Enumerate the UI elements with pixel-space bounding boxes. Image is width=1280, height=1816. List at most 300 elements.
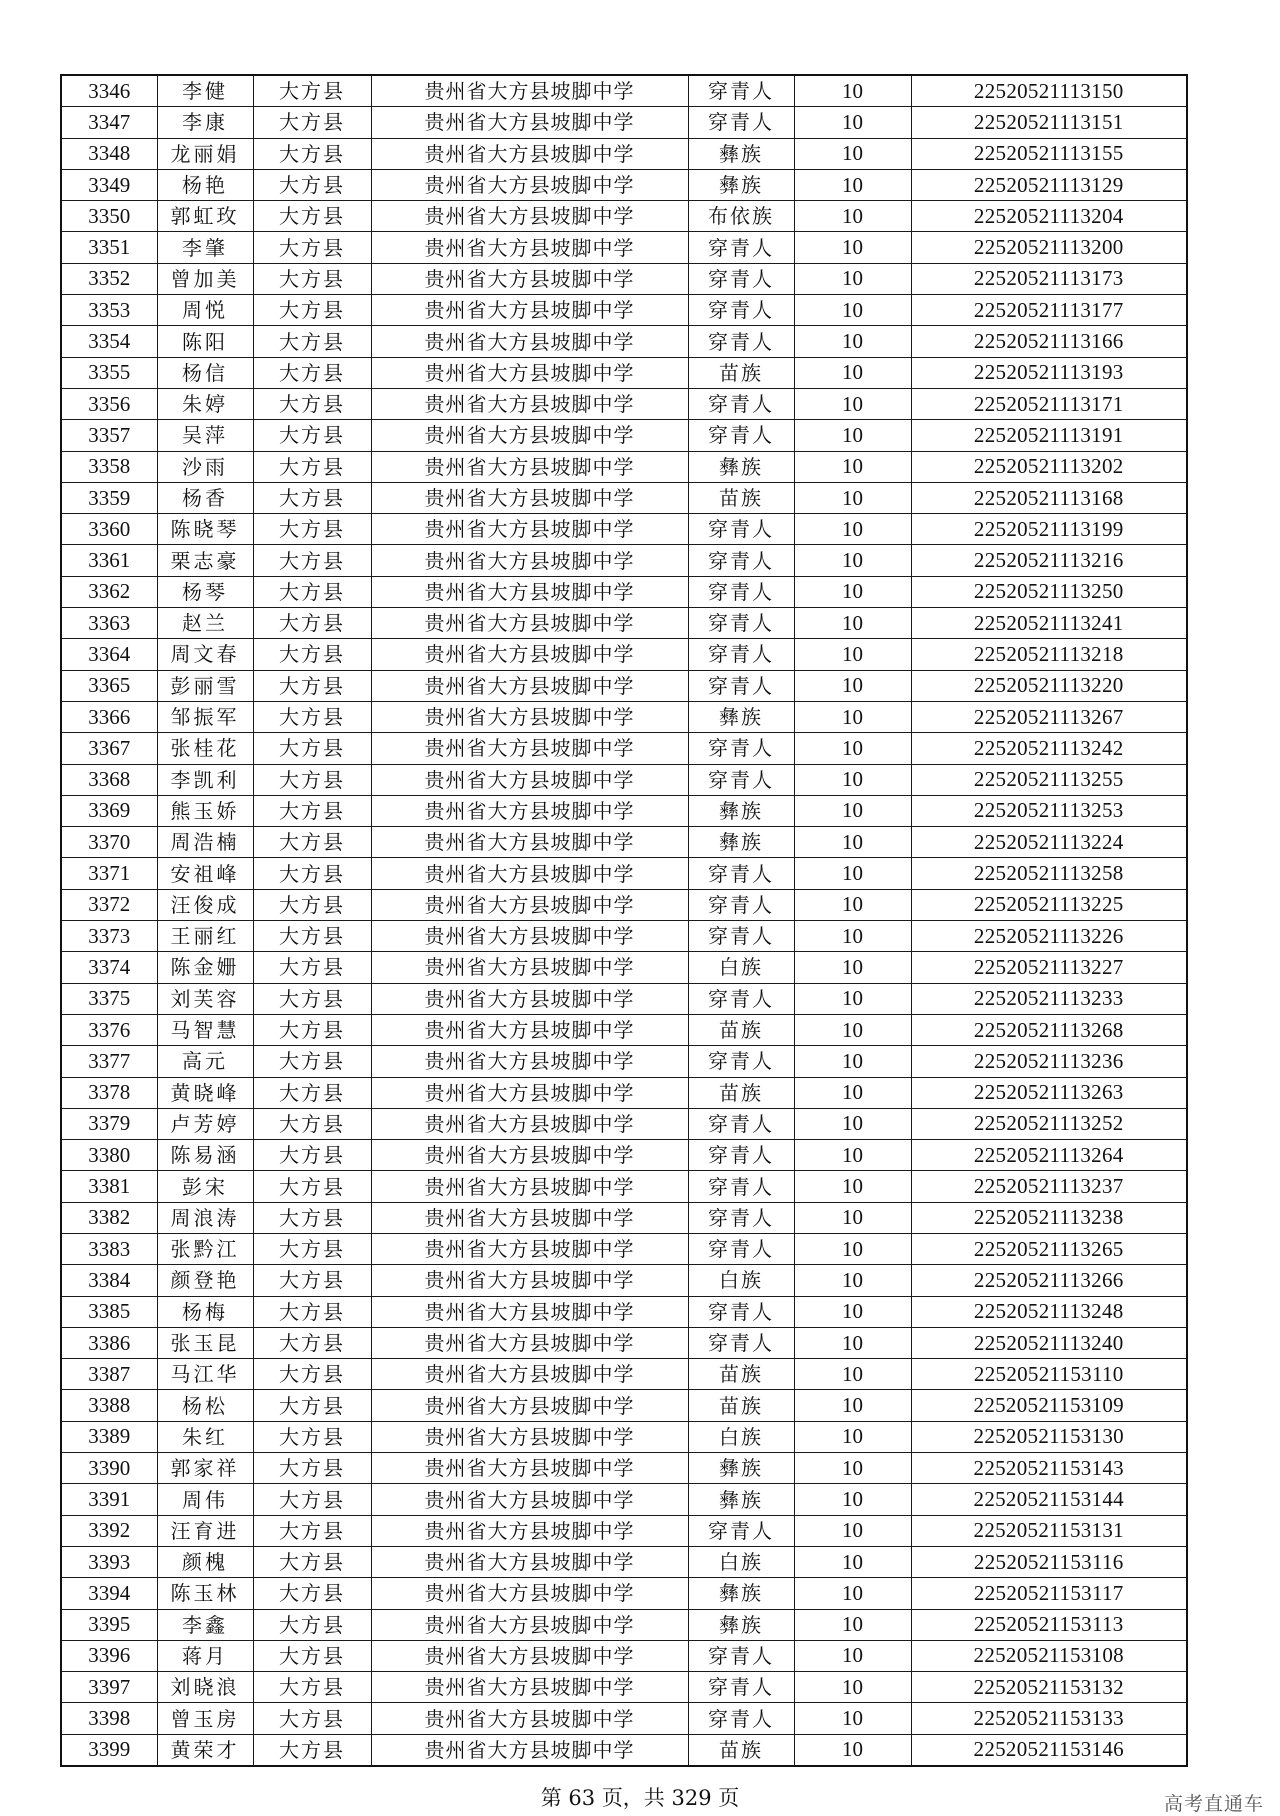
- cell-category: 穿青人: [688, 1171, 794, 1202]
- cell-student-name: 杨艳: [157, 169, 253, 200]
- cell-seq-number: 3384: [61, 1265, 157, 1296]
- table-row: [61, 1484, 1187, 1515]
- table-row: [61, 1515, 1187, 1546]
- cell-ticket-number: 22520521153133: [911, 1703, 1187, 1734]
- cell-ticket-number: 22520521113191: [911, 420, 1187, 451]
- cell-category: 苗族: [688, 1734, 794, 1766]
- cell-score: 10: [794, 576, 911, 607]
- cell-county: 大方县: [253, 733, 371, 764]
- cell-county: 大方县: [253, 1108, 371, 1139]
- cell-category: 彝族: [688, 138, 794, 169]
- cell-student-name: 彭丽雪: [157, 670, 253, 701]
- cell-student-name: 栗志豪: [157, 545, 253, 576]
- table-row: [61, 1453, 1187, 1484]
- cell-school: 贵州省大方县坡脚中学: [371, 388, 688, 419]
- cell-ticket-number: 22520521113173: [911, 263, 1187, 294]
- cell-county: 大方县: [253, 608, 371, 639]
- cell-student-name: 高元: [157, 1046, 253, 1077]
- cell-county: 大方县: [253, 764, 371, 795]
- cell-school: 贵州省大方县坡脚中学: [371, 232, 688, 263]
- cell-county: 大方县: [253, 482, 371, 513]
- cell-ticket-number: 22520521153117: [911, 1578, 1187, 1609]
- cell-category: 白族: [688, 1421, 794, 1452]
- cell-seq-number: 3377: [61, 1046, 157, 1077]
- cell-school: 贵州省大方县坡脚中学: [371, 1202, 688, 1233]
- table-row: [61, 451, 1187, 482]
- cell-score: 10: [794, 1703, 911, 1734]
- cell-seq-number: 3368: [61, 764, 157, 795]
- cell-category: 白族: [688, 952, 794, 983]
- cell-category: 苗族: [688, 1359, 794, 1390]
- cell-student-name: 李康: [157, 107, 253, 138]
- cell-category: 白族: [688, 1546, 794, 1577]
- cell-category: 穿青人: [688, 764, 794, 795]
- cell-county: 大方县: [253, 795, 371, 826]
- cell-student-name: 杨琴: [157, 576, 253, 607]
- cell-score: 10: [794, 169, 911, 200]
- table-row: [61, 608, 1187, 639]
- cell-county: 大方县: [253, 169, 371, 200]
- cell-score: 10: [794, 326, 911, 357]
- cell-student-name: 蒋月: [157, 1640, 253, 1671]
- footer-page-suffix: 页: [718, 1786, 740, 1810]
- cell-score: 10: [794, 514, 911, 545]
- cell-school: 贵州省大方县坡脚中学: [371, 1484, 688, 1515]
- cell-student-name: 张桂花: [157, 733, 253, 764]
- cell-seq-number: 3372: [61, 889, 157, 920]
- cell-ticket-number: 22520521113237: [911, 1171, 1187, 1202]
- cell-county: 大方县: [253, 420, 371, 451]
- cell-category: 彝族: [688, 1484, 794, 1515]
- cell-category: 彝族: [688, 451, 794, 482]
- table-row: [61, 1578, 1187, 1609]
- cell-score: 10: [794, 1578, 911, 1609]
- cell-score: 10: [794, 545, 911, 576]
- cell-county: 大方县: [253, 263, 371, 294]
- cell-school: 贵州省大方县坡脚中学: [371, 138, 688, 169]
- cell-seq-number: 3362: [61, 576, 157, 607]
- cell-seq-number: 3351: [61, 232, 157, 263]
- cell-student-name: 周伟: [157, 1484, 253, 1515]
- cell-county: 大方县: [253, 1327, 371, 1358]
- cell-student-name: 龙丽娟: [157, 138, 253, 169]
- cell-ticket-number: 22520521113226: [911, 921, 1187, 952]
- cell-student-name: 杨松: [157, 1390, 253, 1421]
- cell-score: 10: [794, 639, 911, 670]
- cell-score: 10: [794, 1390, 911, 1421]
- table-row: [61, 326, 1187, 357]
- cell-ticket-number: 22520521113199: [911, 514, 1187, 545]
- cell-ticket-number: 22520521113177: [911, 295, 1187, 326]
- cell-seq-number: 3350: [61, 201, 157, 232]
- cell-student-name: 杨信: [157, 357, 253, 388]
- cell-score: 10: [794, 764, 911, 795]
- cell-score: 10: [794, 420, 911, 451]
- cell-ticket-number: 22520521113204: [911, 201, 1187, 232]
- table-row: [61, 1421, 1187, 1452]
- table-row: [61, 889, 1187, 920]
- cell-student-name: 陈易涵: [157, 1140, 253, 1171]
- cell-school: 贵州省大方县坡脚中学: [371, 576, 688, 607]
- table-row: [61, 639, 1187, 670]
- cell-category: 穿青人: [688, 733, 794, 764]
- cell-student-name: 刘晓浪: [157, 1672, 253, 1703]
- cell-category: 苗族: [688, 357, 794, 388]
- cell-category: 彝族: [688, 1453, 794, 1484]
- cell-student-name: 周浪涛: [157, 1202, 253, 1233]
- cell-county: 大方县: [253, 576, 371, 607]
- cell-county: 大方县: [253, 1672, 371, 1703]
- cell-seq-number: 3391: [61, 1484, 157, 1515]
- cell-student-name: 黄晓峰: [157, 1077, 253, 1108]
- cell-county: 大方县: [253, 107, 371, 138]
- cell-seq-number: 3365: [61, 670, 157, 701]
- cell-county: 大方县: [253, 138, 371, 169]
- cell-county: 大方县: [253, 1046, 371, 1077]
- cell-county: 大方县: [253, 1484, 371, 1515]
- cell-school: 贵州省大方县坡脚中学: [371, 1046, 688, 1077]
- cell-score: 10: [794, 1546, 911, 1577]
- cell-ticket-number: 22520521113268: [911, 1014, 1187, 1045]
- cell-category: 布依族: [688, 201, 794, 232]
- cell-category: 穿青人: [688, 1108, 794, 1139]
- cell-ticket-number: 22520521113233: [911, 983, 1187, 1014]
- cell-ticket-number: 22520521153132: [911, 1672, 1187, 1703]
- cell-score: 10: [794, 1672, 911, 1703]
- cell-county: 大方县: [253, 1640, 371, 1671]
- cell-category: 白族: [688, 1265, 794, 1296]
- cell-ticket-number: 22520521113266: [911, 1265, 1187, 1296]
- cell-school: 贵州省大方县坡脚中学: [371, 1672, 688, 1703]
- table-row: [61, 1077, 1187, 1108]
- cell-ticket-number: 22520521153146: [911, 1734, 1187, 1766]
- cell-seq-number: 3399: [61, 1734, 157, 1766]
- cell-county: 大方县: [253, 1077, 371, 1108]
- cell-school: 贵州省大方县坡脚中学: [371, 1171, 688, 1202]
- cell-score: 10: [794, 701, 911, 732]
- cell-ticket-number: 22520521153113: [911, 1609, 1187, 1640]
- cell-seq-number: 3369: [61, 795, 157, 826]
- cell-score: 10: [794, 1296, 911, 1327]
- cell-seq-number: 3395: [61, 1609, 157, 1640]
- cell-county: 大方县: [253, 514, 371, 545]
- table-row: [61, 795, 1187, 826]
- cell-county: 大方县: [253, 1140, 371, 1171]
- cell-school: 贵州省大方县坡脚中学: [371, 858, 688, 889]
- table-row: [61, 75, 1187, 107]
- cell-ticket-number: 22520521113240: [911, 1327, 1187, 1358]
- cell-score: 10: [794, 482, 911, 513]
- cell-ticket-number: 22520521113171: [911, 388, 1187, 419]
- cell-category: 穿青人: [688, 545, 794, 576]
- cell-seq-number: 3385: [61, 1296, 157, 1327]
- cell-county: 大方县: [253, 1171, 371, 1202]
- cell-county: 大方县: [253, 357, 371, 388]
- table-row: [61, 1390, 1187, 1421]
- cell-school: 贵州省大方县坡脚中学: [371, 1327, 688, 1358]
- table-row: [61, 701, 1187, 732]
- cell-school: 贵州省大方县坡脚中学: [371, 952, 688, 983]
- cell-score: 10: [794, 670, 911, 701]
- cell-category: 穿青人: [688, 263, 794, 294]
- cell-ticket-number: 22520521113238: [911, 1202, 1187, 1233]
- cell-county: 大方县: [253, 232, 371, 263]
- cell-school: 贵州省大方县坡脚中学: [371, 1359, 688, 1390]
- table-row: [61, 482, 1187, 513]
- cell-student-name: 李凯利: [157, 764, 253, 795]
- cell-seq-number: 3374: [61, 952, 157, 983]
- cell-category: 穿青人: [688, 295, 794, 326]
- cell-category: 穿青人: [688, 1140, 794, 1171]
- cell-score: 10: [794, 1515, 911, 1546]
- cell-school: 贵州省大方县坡脚中学: [371, 701, 688, 732]
- cell-student-name: 杨梅: [157, 1296, 253, 1327]
- cell-school: 贵州省大方县坡脚中学: [371, 1233, 688, 1264]
- table-row: [61, 1546, 1187, 1577]
- cell-seq-number: 3381: [61, 1171, 157, 1202]
- cell-score: 10: [794, 608, 911, 639]
- cell-county: 大方县: [253, 1703, 371, 1734]
- cell-student-name: 陈阳: [157, 326, 253, 357]
- cell-county: 大方县: [253, 388, 371, 419]
- cell-ticket-number: 22520521113250: [911, 576, 1187, 607]
- cell-seq-number: 3370: [61, 827, 157, 858]
- cell-school: 贵州省大方县坡脚中学: [371, 545, 688, 576]
- cell-student-name: 颜槐: [157, 1546, 253, 1577]
- cell-ticket-number: 22520521113150: [911, 75, 1187, 107]
- cell-category: 穿青人: [688, 639, 794, 670]
- table-row: [61, 1359, 1187, 1390]
- cell-seq-number: 3363: [61, 608, 157, 639]
- cell-student-name: 李健: [157, 75, 253, 107]
- cell-school: 贵州省大方县坡脚中学: [371, 514, 688, 545]
- cell-category: 穿青人: [688, 858, 794, 889]
- cell-seq-number: 3349: [61, 169, 157, 200]
- cell-category: 穿青人: [688, 1327, 794, 1358]
- cell-county: 大方县: [253, 1390, 371, 1421]
- cell-school: 贵州省大方县坡脚中学: [371, 983, 688, 1014]
- cell-ticket-number: 22520521113263: [911, 1077, 1187, 1108]
- table-row: [61, 263, 1187, 294]
- cell-category: 穿青人: [688, 420, 794, 451]
- table-row: [61, 1734, 1187, 1766]
- cell-seq-number: 3398: [61, 1703, 157, 1734]
- table-row: [61, 1265, 1187, 1296]
- cell-county: 大方县: [253, 983, 371, 1014]
- table-row: [61, 1202, 1187, 1233]
- cell-county: 大方县: [253, 75, 371, 107]
- table-row: [61, 514, 1187, 545]
- cell-seq-number: 3346: [61, 75, 157, 107]
- cell-student-name: 邹振军: [157, 701, 253, 732]
- cell-ticket-number: 22520521113241: [911, 608, 1187, 639]
- table-row: [61, 921, 1187, 952]
- cell-seq-number: 3354: [61, 326, 157, 357]
- cell-county: 大方县: [253, 1546, 371, 1577]
- cell-score: 10: [794, 1140, 911, 1171]
- cell-score: 10: [794, 1327, 911, 1358]
- cell-seq-number: 3348: [61, 138, 157, 169]
- cell-seq-number: 3379: [61, 1108, 157, 1139]
- cell-county: 大方县: [253, 1233, 371, 1264]
- cell-county: 大方县: [253, 1734, 371, 1766]
- cell-category: 穿青人: [688, 1296, 794, 1327]
- table-row: [61, 1140, 1187, 1171]
- cell-category: 穿青人: [688, 326, 794, 357]
- cell-county: 大方县: [253, 1578, 371, 1609]
- cell-student-name: 王丽红: [157, 921, 253, 952]
- table-row: [61, 1609, 1187, 1640]
- table-row: [61, 858, 1187, 889]
- cell-score: 10: [794, 1046, 911, 1077]
- cell-score: 10: [794, 1108, 911, 1139]
- cell-category: 穿青人: [688, 514, 794, 545]
- cell-county: 大方县: [253, 545, 371, 576]
- cell-category: 穿青人: [688, 921, 794, 952]
- cell-seq-number: 3358: [61, 451, 157, 482]
- cell-county: 大方县: [253, 670, 371, 701]
- cell-school: 贵州省大方县坡脚中学: [371, 827, 688, 858]
- cell-seq-number: 3388: [61, 1390, 157, 1421]
- cell-ticket-number: 22520521113129: [911, 169, 1187, 200]
- cell-school: 贵州省大方县坡脚中学: [371, 451, 688, 482]
- cell-school: 贵州省大方县坡脚中学: [371, 1140, 688, 1171]
- footer-page-number: 63: [568, 1786, 596, 1810]
- table-row: [61, 107, 1187, 138]
- cell-category: 彝族: [688, 1609, 794, 1640]
- cell-ticket-number: 22520521113255: [911, 764, 1187, 795]
- cell-school: 贵州省大方县坡脚中学: [371, 75, 688, 107]
- table-row: [61, 1233, 1187, 1264]
- table-row: [61, 295, 1187, 326]
- cell-category: 彝族: [688, 169, 794, 200]
- table-row: [61, 1296, 1187, 1327]
- cell-score: 10: [794, 1359, 911, 1390]
- table-row: [61, 670, 1187, 701]
- cell-student-name: 颜登艳: [157, 1265, 253, 1296]
- cell-ticket-number: 22520521113202: [911, 451, 1187, 482]
- cell-category: 穿青人: [688, 232, 794, 263]
- cell-county: 大方县: [253, 451, 371, 482]
- cell-ticket-number: 22520521113248: [911, 1296, 1187, 1327]
- cell-seq-number: 3375: [61, 983, 157, 1014]
- roster-body: [61, 75, 1187, 1766]
- cell-ticket-number: 22520521153109: [911, 1390, 1187, 1421]
- cell-category: 穿青人: [688, 889, 794, 920]
- cell-seq-number: 3355: [61, 357, 157, 388]
- cell-category: 穿青人: [688, 670, 794, 701]
- cell-ticket-number: 22520521113236: [911, 1046, 1187, 1077]
- cell-student-name: 吴萍: [157, 420, 253, 451]
- cell-school: 贵州省大方县坡脚中学: [371, 1421, 688, 1452]
- table-row: [61, 388, 1187, 419]
- table-row: [61, 1108, 1187, 1139]
- cell-seq-number: 3383: [61, 1233, 157, 1264]
- cell-seq-number: 3376: [61, 1014, 157, 1045]
- cell-seq-number: 3392: [61, 1515, 157, 1546]
- table-row: [61, 1046, 1187, 1077]
- cell-category: 穿青人: [688, 576, 794, 607]
- table-row: [61, 1703, 1187, 1734]
- cell-category: 穿青人: [688, 1640, 794, 1671]
- cell-student-name: 马智慧: [157, 1014, 253, 1045]
- cell-category: 彝族: [688, 827, 794, 858]
- footer-total-pages: 329: [671, 1786, 712, 1810]
- cell-student-name: 马江华: [157, 1359, 253, 1390]
- cell-school: 贵州省大方县坡脚中学: [371, 1296, 688, 1327]
- cell-score: 10: [794, 1077, 911, 1108]
- cell-score: 10: [794, 795, 911, 826]
- cell-county: 大方县: [253, 326, 371, 357]
- table-row: [61, 827, 1187, 858]
- cell-school: 贵州省大方县坡脚中学: [371, 795, 688, 826]
- cell-school: 贵州省大方县坡脚中学: [371, 201, 688, 232]
- cell-school: 贵州省大方县坡脚中学: [371, 482, 688, 513]
- cell-ticket-number: 22520521113265: [911, 1233, 1187, 1264]
- table-row: [61, 764, 1187, 795]
- cell-score: 10: [794, 889, 911, 920]
- cell-student-name: 陈晓琴: [157, 514, 253, 545]
- cell-school: 贵州省大方县坡脚中学: [371, 1390, 688, 1421]
- cell-seq-number: 3380: [61, 1140, 157, 1171]
- cell-seq-number: 3361: [61, 545, 157, 576]
- cell-score: 10: [794, 1202, 911, 1233]
- table-row: [61, 357, 1187, 388]
- table-row: [61, 733, 1187, 764]
- cell-school: 贵州省大方县坡脚中学: [371, 670, 688, 701]
- cell-ticket-number: 22520521113218: [911, 639, 1187, 670]
- cell-ticket-number: 22520521113225: [911, 889, 1187, 920]
- roster-table: [60, 74, 1188, 1767]
- cell-county: 大方县: [253, 701, 371, 732]
- cell-score: 10: [794, 1734, 911, 1766]
- cell-category: 穿青人: [688, 75, 794, 107]
- cell-student-name: 赵兰: [157, 608, 253, 639]
- table-row: [61, 983, 1187, 1014]
- table-row: [61, 169, 1187, 200]
- cell-score: 10: [794, 1453, 911, 1484]
- cell-seq-number: 3386: [61, 1327, 157, 1358]
- cell-school: 贵州省大方县坡脚中学: [371, 169, 688, 200]
- cell-school: 贵州省大方县坡脚中学: [371, 639, 688, 670]
- cell-school: 贵州省大方县坡脚中学: [371, 1014, 688, 1045]
- cell-seq-number: 3347: [61, 107, 157, 138]
- cell-ticket-number: 22520521113155: [911, 138, 1187, 169]
- cell-score: 10: [794, 1609, 911, 1640]
- table-row: [61, 1014, 1187, 1045]
- cell-county: 大方县: [253, 921, 371, 952]
- cell-student-name: 曾加美: [157, 263, 253, 294]
- table-row: [61, 201, 1187, 232]
- cell-ticket-number: 22520521113166: [911, 326, 1187, 357]
- cell-school: 贵州省大方县坡脚中学: [371, 107, 688, 138]
- cell-school: 贵州省大方县坡脚中学: [371, 357, 688, 388]
- cell-county: 大方县: [253, 1609, 371, 1640]
- cell-school: 贵州省大方县坡脚中学: [371, 1453, 688, 1484]
- cell-student-name: 沙雨: [157, 451, 253, 482]
- cell-county: 大方县: [253, 1014, 371, 1045]
- cell-school: 贵州省大方县坡脚中学: [371, 1640, 688, 1671]
- cell-seq-number: 3359: [61, 482, 157, 513]
- cell-county: 大方县: [253, 1265, 371, 1296]
- cell-score: 10: [794, 1265, 911, 1296]
- cell-student-name: 周文春: [157, 639, 253, 670]
- cell-ticket-number: 22520521153144: [911, 1484, 1187, 1515]
- table-row: [61, 420, 1187, 451]
- cell-school: 贵州省大方县坡脚中学: [371, 295, 688, 326]
- cell-seq-number: 3390: [61, 1453, 157, 1484]
- watermark-text: 高考直通车: [1163, 1793, 1264, 1815]
